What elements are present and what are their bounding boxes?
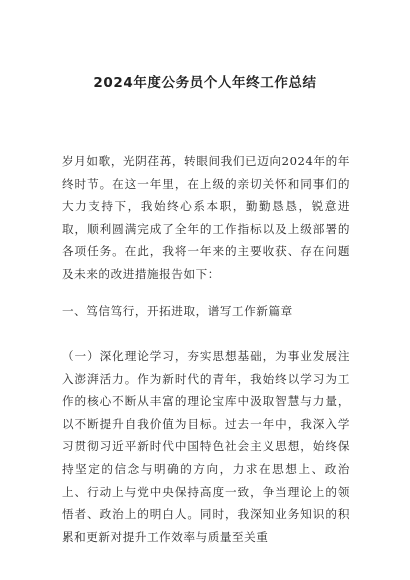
section-paragraph: （一）深化理论学习，夯实思想基础，为事业发展注入澎湃活力。作为新时代的青年，我始终以学习为工作的核心不断从丰富的理论宝库中汲取智慧与力量，以不断提升自我价值为目标。过去一年中，我深入学习贯彻习近平新时代中国特色社会主义思想，始终保持坚定的信念与明确的方向，力求在思想上、政治上、行动上与党中央保持高度一致，争当理论上的领悟者、政治上的明白人。同时，我深知业务知识的积累和更新对提升工作效率与质量至关重: [62, 349, 350, 544]
section-heading: 一、笃信笃行，开拓进取，谱写工作新篇章: [62, 304, 293, 318]
document-title: 2024年度公务员个人年终工作总结: [93, 75, 317, 91]
intro-paragraph: 岁月如歌，光阴荏苒，转眼间我们已迈向2024年的年终时节。在这一年里，在上级的亲切关怀和同事们的大力支持下，我始终心系本职，勤勤恳恳，锐意进取，顺利圆满完成了全年的工作指标以及上级部署的各项任务。在此，我将一年来的主要收获、存在问题及未来的改进措施报告如下：: [62, 154, 350, 281]
